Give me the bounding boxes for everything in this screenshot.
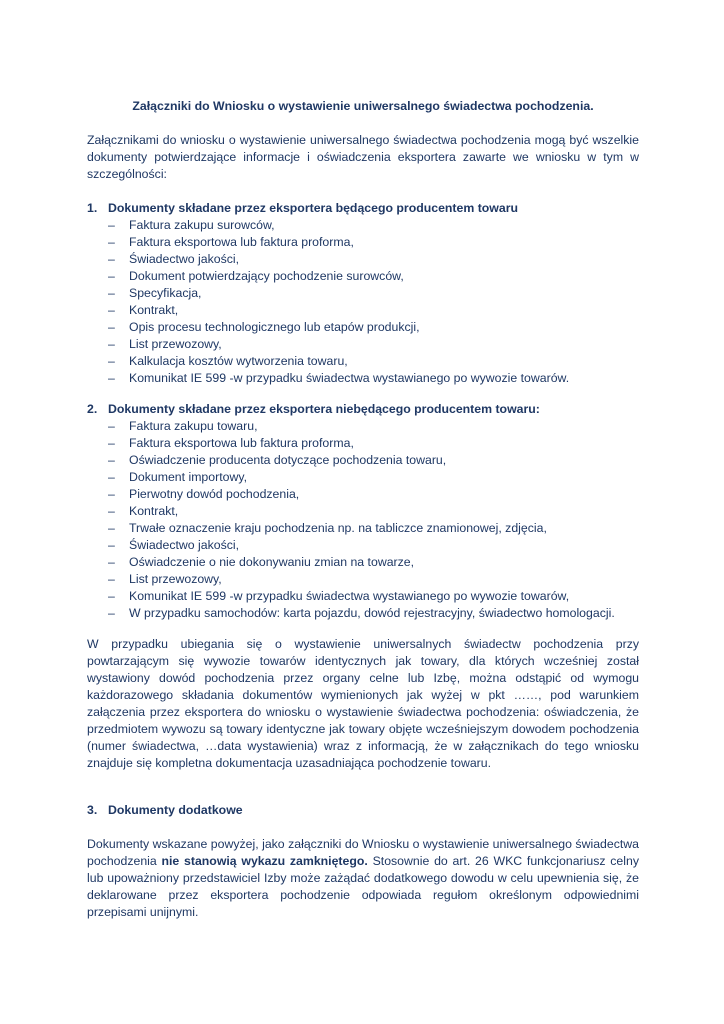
section-3-heading [87, 802, 639, 819]
list-item-text: Specyfikacja, [129, 286, 202, 300]
section-1-list [87, 217, 639, 387]
list-item-text: Kontrakt, [129, 504, 179, 518]
closing-bold-text: nie stanowią wykazu zamkniętego. [161, 854, 368, 868]
list-item-text: Komunikat IE 599 -w przypadku świadectwa wystawianego po wywozie towarów. [129, 371, 570, 385]
section-2-heading [87, 401, 639, 418]
list-item [87, 469, 639, 486]
list-item-text: W przypadku samochodów: karta pojazdu, dowód rejestracyjny, świadectwo homologacji. [129, 606, 615, 620]
list-item [87, 336, 639, 353]
dash-bullet: – [108, 555, 115, 569]
dash-bullet: – [108, 453, 115, 467]
list-item [87, 452, 639, 469]
list-item [87, 319, 639, 336]
list-item [87, 268, 639, 285]
section-2-title: Dokumenty składane przez eksportera niebędącego producentem towaru: [108, 402, 540, 416]
list-item-text: Oświadczenie o nie dokonywaniu zmian na towarze, [129, 555, 415, 569]
dash-bullet: – [108, 436, 115, 450]
dash-bullet: – [108, 337, 115, 351]
dash-bullet: – [108, 504, 115, 518]
list-item [87, 554, 639, 571]
list-item-text: List przewozowy, [129, 572, 222, 586]
list-item-text: Świadectwo jakości, [129, 538, 240, 552]
dash-bullet: – [108, 538, 115, 552]
intro-paragraph: Załącznikami do wniosku o wystawienie uniwersalnego świadectwa pochodzenia mogą być wszelkie dokumenty potwierdzające informacje i oświadczenia eksportera zawarte we wniosku w tym w szczególności: [87, 133, 639, 181]
list-item [87, 251, 639, 268]
list-item-text: Kontrakt, [129, 303, 179, 317]
list-item [87, 302, 639, 319]
dash-bullet: – [108, 371, 115, 385]
document-page [87, 98, 639, 921]
section-3-number: 3. [87, 803, 98, 817]
list-item-text: List przewozowy, [129, 337, 222, 351]
list-item-text: Oświadczenie producenta dotyczące pochodzenia towaru, [129, 453, 447, 467]
list-item-text: Opis procesu technologicznego lub etapów produkcji, [129, 320, 420, 334]
list-item-text: Faktura eksportowa lub faktura proforma, [129, 235, 354, 249]
section-3-title: Dokumenty dodatkowe [108, 803, 243, 817]
list-item-text: Trwałe oznaczenie kraju pochodzenia np. na tabliczce znamionowej, zdjęcia, [129, 521, 547, 535]
dash-bullet: – [108, 320, 115, 334]
dash-bullet: – [108, 419, 115, 433]
list-item [87, 537, 639, 554]
closing-text-2: Stosownie do art. 26 WKC funkcjonariusz celny lub upoważniony przedstawiciel Izby może zażądać dodatkowego dowodu w celu upewnienia się, że deklarowane przez eksportera pochodzenie odpowiada regułom określonym odpowiednimi przepisami unijnymi. [87, 854, 639, 919]
repeat-export-paragraph: W przypadku ubiegania się o wystawienie uniwersalnych świadectw pochodzenia przy powtarzającym się wywozie towarów identycznych jak towary, dla których wcześniej został wystawiony dowód pochodzenia przez organy celne lub Izbę, można odstąpić od wymogu każdorazowego składania dokumentów wymienionych jak wyżej w pkt ……, pod warunkiem załączenia przez eksportera do wniosku o wystawienie świadectwa pochodzenia: oświadczenia, że przedmiotem wywozu są towary identyczne jak towary objęte wcześniejszym dowodem pochodzenia (numer świadectwa, …data wystawienia) wraz z informacją, że w załącznikach do tego wniosku znajduje się kompletna dokumentacja uzasadniająca pochodzenie towaru. [87, 637, 639, 770]
closing-text-1: Dokumenty wskazane powyżej, jako załączniki do Wniosku o wystawienie uniwersalnego świadectwa pochodzenia [87, 837, 639, 868]
list-item-text: Faktura zakupu towaru, [129, 419, 258, 433]
list-item-text: Kalkulacja kosztów wytworzenia towaru, [129, 354, 348, 368]
dash-bullet: – [108, 572, 115, 586]
list-item [87, 520, 639, 537]
dash-bullet: – [108, 269, 115, 283]
list-item-text: Komunikat IE 599 -w przypadku świadectwa wystawianego po wywozie towarów, [129, 589, 570, 603]
list-item [87, 605, 639, 622]
dash-bullet: – [108, 589, 115, 603]
list-item-text: Dokument potwierdzający pochodzenie surowców, [129, 269, 404, 283]
dash-bullet: – [108, 354, 115, 368]
list-item-text: Faktura eksportowa lub faktura proforma, [129, 436, 354, 450]
list-item [87, 435, 639, 452]
closing-paragraph [87, 836, 639, 921]
dash-bullet: – [108, 606, 115, 620]
list-item [87, 285, 639, 302]
list-item-text: Faktura zakupu surowców, [129, 218, 275, 232]
list-item [87, 418, 639, 435]
section-2-list [87, 418, 639, 622]
dash-bullet: – [108, 470, 115, 484]
dash-bullet: – [108, 252, 115, 266]
list-item [87, 353, 639, 370]
dash-bullet: – [108, 303, 115, 317]
list-item [87, 486, 639, 503]
list-item [87, 217, 639, 234]
section-1-heading [87, 200, 639, 217]
dash-bullet: – [108, 286, 115, 300]
list-item-text: Świadectwo jakości, [129, 252, 240, 266]
list-item [87, 503, 639, 520]
section-2-number: 2. [87, 402, 98, 416]
section-1-title: Dokumenty składane przez eksportera będącego producentem towaru [108, 201, 519, 215]
section-1-number: 1. [87, 201, 98, 215]
list-item [87, 571, 639, 588]
dash-bullet: – [108, 218, 115, 232]
dash-bullet: – [108, 235, 115, 249]
dash-bullet: – [108, 521, 115, 535]
list-item [87, 588, 639, 605]
list-item-text: Pierwotny dowód pochodzenia, [129, 487, 300, 501]
list-item [87, 234, 639, 251]
dash-bullet: – [108, 487, 115, 501]
document-title: Załączniki do Wniosku o wystawienie uniwersalnego świadectwa pochodzenia. [132, 99, 594, 113]
list-item [87, 370, 639, 387]
list-item-text: Dokument importowy, [129, 470, 247, 484]
